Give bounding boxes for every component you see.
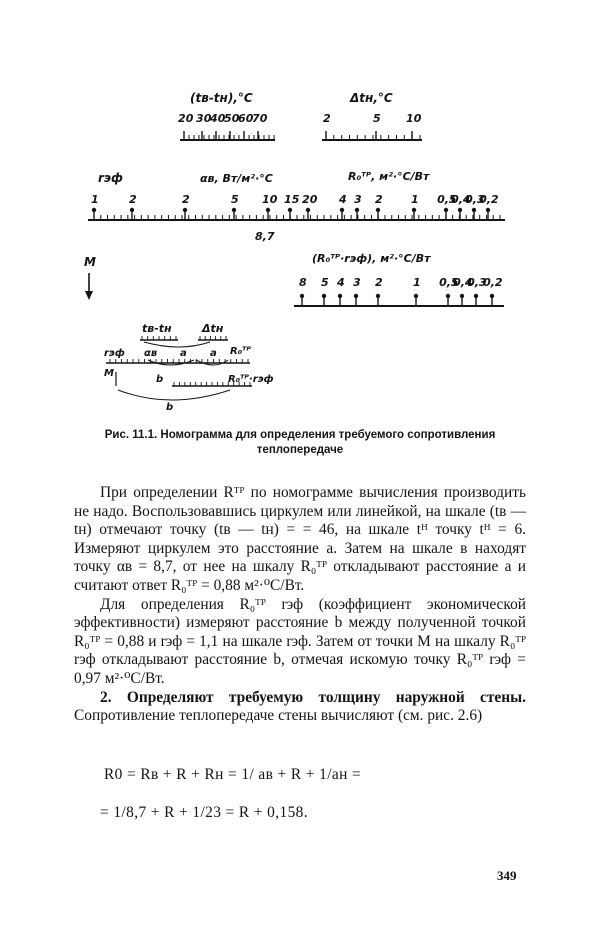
R-reff-tick-label: 0,2 [483, 276, 503, 289]
scale-R-reff-label: (R₀ᵀᴾ·rэф), м²·°C/Вт [312, 252, 431, 265]
main-tick-label: 2 [129, 193, 137, 206]
tv-tn-tick-label: 30 [196, 112, 212, 125]
key-alpha: αв [144, 348, 158, 359]
formula-line-2: = 1/8,7 + R + 1/23 = R + 0,158. [100, 804, 309, 821]
figure-caption: Рис. 11.1. Номограмма для определения требуемого сопротивления теплопередаче [104, 429, 496, 456]
paragraph-2: Для определения R₀ᵀᴾ rэф (коэффициент экономической эффективности) измеряют расстояние b между полученной точкой R₀ᵀᴾ = 0,88 и rэф = 1,1 на шкале rэф. Затем от точки M на шкалу R₀ᵀᴾ rэф откладывают расстояние b, отмечая искомую точку R₀ᵀᴾ rэф = 0,97 м²·⁰C/Вт. [74, 595, 526, 687]
dt-tick-label: 2 [323, 112, 331, 125]
R-reff-dot [322, 294, 326, 298]
R-reff-dot [300, 294, 304, 298]
main-tick-label: 10 [262, 193, 278, 206]
page-number: 349 [497, 868, 517, 883]
main-dot [266, 208, 270, 212]
dt-tick-label: 5 [373, 112, 381, 125]
main-dot [306, 208, 310, 212]
key-r: rэф [104, 348, 125, 359]
main-dot [288, 208, 292, 212]
main-tick-label: 4 [339, 193, 347, 206]
paragraph-3-rest: Сопротивление теплопередаче стены вычисляют (см. рис. 2.6) [74, 707, 483, 725]
key-diagram [104, 322, 274, 413]
paragraph-3 [74, 689, 526, 726]
main-tick-label: 15 [284, 193, 300, 206]
scale-R-reff [299, 276, 503, 306]
dt-tick-label: 10 [406, 112, 422, 125]
main-tick-label: 1 [411, 193, 419, 206]
main-dot [355, 208, 359, 212]
R-reff-dot [354, 294, 358, 298]
main-tick-label: 3 [354, 193, 362, 206]
m-label: M [84, 255, 96, 269]
tv-tn-tick-label: 70 [252, 112, 268, 125]
main-tick-label: 20 [302, 193, 318, 206]
main-dot [130, 208, 134, 212]
main-dot [92, 208, 96, 212]
R-reff-tick-label: 5 [321, 276, 329, 289]
scale-tv-tn-label: (tв-tн),°C [190, 91, 253, 105]
key-a1: a [180, 348, 187, 359]
main-r-label: rэф [98, 171, 123, 185]
key-tv-tn: tв-tн [142, 322, 172, 335]
R-reff-tick-label: 2 [375, 276, 383, 289]
key-R: R₀ᵀᴾ [230, 346, 251, 357]
main-tick-label: 1 [91, 193, 99, 206]
main-dot [458, 208, 462, 212]
paragraph-1: При определении Rᵀᴾ по номограмме вычисления производить не надо. Воспользовавшись циркулем или линейкой, на шкале (tв — tн) отмечают точку (tв — tн) = = 46, на шкале tᴴ точку tᴴ = 6. Измеряют циркулем это расстояние a. Затем на шкале в находят точку αв = 8,7, от нее на шкалу R₀ᵀᴾ откладывают расстояние a и считают ответ R₀ᵀᴾ = 0,88 м²·⁰C/Вт. [74, 484, 526, 594]
scale-dt [323, 112, 422, 140]
paragraph-3-lead: 2. Определяют требуемую толщину наружной стены. [100, 688, 526, 706]
main-dot [412, 208, 416, 212]
formula-line-1: R0 = Rв + R + Rн = 1/ aв + R + 1/aн = [104, 766, 362, 783]
key-b2: b [166, 402, 174, 413]
scale-tv-tn [178, 112, 274, 140]
R-reff-dot [376, 294, 380, 298]
R-reff-tick-label: 0,3 [467, 276, 487, 289]
R-reff-dot [446, 294, 450, 298]
main-tick-label: 0,4 [451, 193, 471, 206]
nomogram-svg [60, 70, 540, 420]
main-dot [444, 208, 448, 212]
main-tick-label: 2 [182, 193, 190, 206]
main-tick-label: 0,2 [479, 193, 499, 206]
key-R2: R₀ᵀᴾ·rэф [228, 374, 274, 385]
R-reff-tick-label: 3 [353, 276, 361, 289]
main-dot [340, 208, 344, 212]
tv-tn-tick-label: 60 [238, 112, 254, 125]
main-R-label: R₀ᵀᴾ, м²·°C/Вт [348, 170, 430, 183]
R-reff-dot [460, 294, 464, 298]
body-text [74, 484, 526, 726]
R-reff-tick-label: 8 [299, 276, 307, 289]
R-reff-dot [338, 294, 342, 298]
main-dot [472, 208, 476, 212]
main-tick-label: 0,5 [437, 193, 457, 206]
scale-dt-label: Δtн,°C [350, 91, 393, 105]
main-tick-label: 2 [375, 193, 383, 206]
main-scale [91, 193, 500, 220]
main-alpha-extra: 8,7 [255, 230, 275, 243]
R-reff-dot [474, 294, 478, 298]
main-alpha-label: αв, Вт/м²·°C [200, 172, 273, 185]
tv-tn-tick-label: 50 [224, 112, 240, 125]
R-reff-dot [414, 294, 418, 298]
main-dot [486, 208, 490, 212]
R-reff-tick-label: 0,4 [453, 276, 473, 289]
key-b1: b [156, 374, 164, 385]
key-a2: a [210, 348, 217, 359]
main-dot [232, 208, 236, 212]
main-dot [376, 208, 380, 212]
nomogram-figure [60, 70, 540, 420]
key-brace-b [118, 390, 230, 400]
R-reff-tick-label: 1 [413, 276, 421, 289]
R-reff-tick-label: 0,5 [439, 276, 459, 289]
key-dt: Δtн [202, 322, 224, 335]
key-M: M [104, 368, 114, 379]
main-tick-label: 0,3 [465, 193, 485, 206]
main-tick-label: 5 [231, 193, 239, 206]
tv-tn-tick-label: 40 [210, 112, 226, 125]
R-reff-tick-label: 4 [337, 276, 345, 289]
m-arrow-head [85, 291, 93, 300]
key-brace-top [144, 342, 210, 347]
R-reff-dot [490, 294, 494, 298]
main-dot [183, 208, 187, 212]
tv-tn-tick-label: 20 [178, 112, 194, 125]
